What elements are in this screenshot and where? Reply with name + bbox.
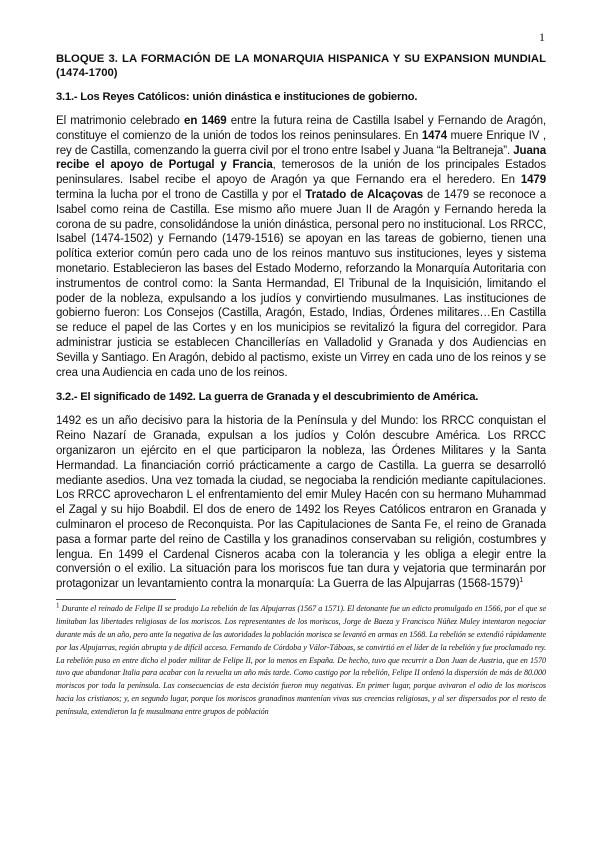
text-run: , temerosos de la unión de los principales Estados peninsulares. Isabel recibe el apoyo de Aragón ya que Fernando era el heredero. En (56, 159, 546, 187)
footnote-marker: 1 (56, 601, 60, 610)
text-run: 1492 es un año decisivo para la historia de la Península y del Mundo: los RRCC conquistan el Reino Nazarí de Granada, expulsan a los judíos y Colón descubre América. Los RRCC organizaron un ejército en el que participaron la nobleza, las Órdenes Militares y la Santa Hermandad. La financiación corrió prácticamente a cargo de Castilla. La guerra se desarrolló mediante asedios. Una vez tomada la ciudad, se negociaba la rendición mediante capitulaciones. Los RRCC aprovecharon L el enfrentamiento del emir Muley Hacén con su hermano Muhammad el Zagal y su hijo Boabdil. El dos de enero de 1492 los Reyes Católicos entraron en Granada y culminaron el proceso de Reconquista. Por las Capitulaciones de Santa Fe, el reino de Granada pasa a formar parte del reino de Castilla y los granadinos conservaban su religión, costumbres y lengua. En 1499 el Cardenal Cisneros acaba con la tolerancia y les obliga a elegir entre la conversión o el exilio. La situación para los moriscos fue tan dura y vejatoria que terminarán por protagonizar un levantamiento contra la monarquía: La Guerra de las Alpujarras (1568-1579) (56, 415, 546, 591)
text-run: El matrimonio celebrado (56, 115, 185, 127)
bold-run: Juana recibe el apoyo de Portugal y Francia (56, 144, 546, 172)
bold-run: 1474 (421, 129, 447, 142)
text-run: muere Enrique IV , rey de Castilla, comenzando la guerra civil por el trono entre Isabel y Juana “la Beltraneja”. (56, 129, 546, 157)
footnote-divider (56, 599, 176, 600)
page-content (56, 52, 546, 719)
footnote (56, 603, 546, 719)
section-heading-3-1: 3.1.- Los Reyes Católicos: unión dinástica e instituciones de gobierno. (56, 91, 418, 103)
document-title: BLOQUE 3. LA FORMACIÓN DE LA MONARQUIA HISPANICA Y SU EXPANSION MUNDIAL (1474-1700) (56, 53, 546, 79)
section-paragraph-3-1 (56, 114, 546, 380)
text-run: entre la futura reina de Castilla Isabel y Fernando de Aragón, constituye el comienzo de la unión de todos los reinos peninsulares. En (56, 115, 547, 142)
page-number: 1 (539, 30, 545, 44)
bold-run: 1479 (520, 174, 546, 187)
section-heading-3-2: 3.2.- El significado de 1492. La guerra de Granada y el descubrimiento de América. (56, 391, 479, 404)
footnote-reference[interactable]: 1 (519, 577, 524, 585)
footnote-text: Durante el reinado de Felipe II se produjo La rebelión de las Alpujarras (1567 a 1571). El detonante fue un edicto promulgado en 1566, por el que se limitaban las libertades religiosas de los moriscos. Los representantes de los moriscos, Jorge de Baeza y Francisco Núñez Muley intentaron negociar durante más de un año, pero ante la negativa de las autoridades la población morisca se levantó en armas en 1568. La rebelión se extendió rápidamente por las Alpujarras, región abrupta y de difícil acceso. Fernando de Córdoba y Válor-Táboas, se convirtió en el líder de la rebelión y fue proclamado rey. La rebelión puso en entre dicho el poder militar de Felipe II, por lo menos en España. De hecho, tuvo que recurrir a Don Juan de Austria, que en 1570 tuvo que abandonar Italia para acabar con la revuelta un año más tarde. Como castigo por la rebelión, Felipe II ordenó la dispersión de más de 80.000 moriscos por toda la península. Las consecuencias de esta decisión fueron muy negativas. En primer lugar, porque avivaron el odio de los moriscos hacia los cristianos; y, en segundo lugar, porque los moriscos granadinos mantenían vivas sus creencias religiosas, y al ser dispersados por el resto de península, extendieron la fe musulmana entre grupos de población (56, 603, 546, 717)
bold-run: Tratado de Alcaçovas (305, 188, 424, 201)
text-run: de 1479 se reconoce a Isabel como reina de Castilla. Ese mismo año muere Juan II de Aragón y Fernando hereda la corona de su padre, consolidándose la unión dinástica, personal pero no institucional. Los RRCC, Isabel (1474-1502) y Fernando (1479-1516) se apoyan en las tareas de gobierno, tienen una política exterior común pero cada uno de los reinos mantuvo sus instituciones, leyes y sistema monetario. Establecieron las bases del Estado Moderno, reforzando la Monarquía Autoritaria con instrumentos de control como: la Santa Hermandad, El Tribunal de la Inquisición, limitando el poder de la nobleza, expulsando a los judíos y convirtiendo musulmanes. Las instituciones de gobierno fueron: Los Consejos (Castilla, Aragón, Estado, Indias, Órdenes militares…En Castilla se reduce el papel de las Cortes y en los municipios se revitalizó la figura del corregidor. Para administrar justicia se establecen Chancillerías en Valladolid y Granada y dos Audiencias en Sevilla y Santiago. En Aragón, debido al pactismo, existe un Virrey en cada uno de los reinos y se crea una Audiencia en cada uno de los reinos. (56, 188, 546, 379)
text-run: termina la lucha por el trono de Castilla y por el (56, 188, 306, 201)
section-paragraph-3-2 (56, 414, 546, 592)
bold-run: en 1469 (184, 115, 227, 127)
